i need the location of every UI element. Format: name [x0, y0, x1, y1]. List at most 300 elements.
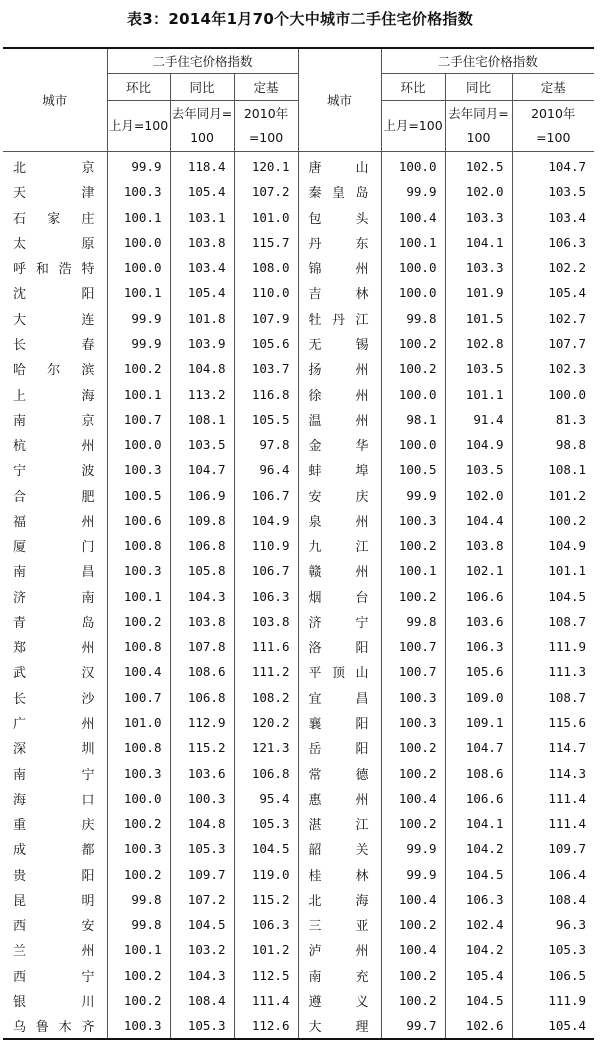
right-city-cell: 唐山 — [298, 152, 381, 180]
right-fixed-cell: 104.9 — [548, 538, 587, 554]
left-mom-cell: 100.3 — [107, 558, 170, 583]
left-fixed-cell: 105.6 — [234, 331, 298, 356]
left-city-cell: 成都 — [3, 836, 107, 861]
mom-base-right: 上月=100 — [381, 101, 445, 152]
left-fixed-cell: 106.3 — [234, 912, 298, 937]
left-yoy-cell: 105.8 — [170, 558, 234, 583]
left-fixed-cell: 106.7 — [234, 482, 298, 507]
right-city-cell: 遵义 — [298, 988, 381, 1013]
right-yoy-cell: 105.4 — [445, 963, 512, 988]
yoy-base-left: 去年同月=100 — [170, 101, 234, 152]
left-fixed-cell: 108.0 — [234, 255, 298, 280]
right-yoy-cell: 104.1 — [445, 811, 512, 836]
left-mom-cell: 100.5 — [107, 482, 170, 507]
yoy-header-right: 同比 — [445, 74, 512, 101]
left-yoy-cell: 106.9 — [170, 482, 234, 507]
right-city-cell: 九江 — [298, 533, 381, 558]
left-yoy-cell: 105.3 — [170, 836, 234, 861]
left-fixed-cell: 106.3 — [234, 584, 298, 609]
right-mom-cell: 100.2 — [381, 963, 445, 988]
right-mom-cell: 100.4 — [381, 937, 445, 962]
left-city-cell: 北京 — [3, 152, 107, 180]
left-fixed-cell: 97.8 — [234, 432, 298, 457]
left-mom-cell: 100.2 — [107, 609, 170, 634]
table-row — [3, 205, 594, 230]
left-fixed-cell: 112.5 — [234, 963, 298, 988]
right-yoy-cell: 102.0 — [445, 482, 512, 507]
left-city-cell: 长春 — [3, 331, 107, 356]
right-fixed-cell: 111.4 — [548, 790, 587, 806]
left-city-cell: 哈尔滨 — [3, 356, 107, 381]
left-city-cell: 上海 — [3, 381, 107, 406]
right-city-cell: 金华 — [298, 432, 381, 457]
left-city-cell: 武汉 — [3, 659, 107, 684]
left-mom-cell: 100.3 — [107, 760, 170, 785]
table-row — [3, 179, 594, 204]
right-fixed-cell: 106.5 — [548, 967, 587, 983]
right-yoy-cell: 101.1 — [445, 381, 512, 406]
right-yoy-cell: 104.7 — [445, 735, 512, 760]
right-city-cell: 宜昌 — [298, 685, 381, 710]
right-yoy-cell: 103.3 — [445, 255, 512, 280]
right-yoy-cell: 104.4 — [445, 508, 512, 533]
left-fixed-cell: 120.1 — [234, 152, 298, 180]
right-yoy-cell: 104.5 — [445, 988, 512, 1013]
left-fixed-cell: 111.2 — [234, 659, 298, 684]
right-yoy-cell: 103.8 — [445, 533, 512, 558]
table-row — [3, 432, 594, 457]
left-mom-cell: 100.0 — [107, 230, 170, 255]
right-mom-cell: 100.1 — [381, 230, 445, 255]
table-row — [3, 887, 594, 912]
left-mom-cell: 100.6 — [107, 508, 170, 533]
right-fixed-cell: 102.3 — [548, 361, 587, 377]
right-city-cell: 泸州 — [298, 937, 381, 962]
table-row — [3, 912, 594, 937]
left-fixed-cell: 111.4 — [234, 988, 298, 1013]
right-city-cell: 洛阳 — [298, 634, 381, 659]
right-fixed-cell: 96.3 — [555, 917, 587, 933]
left-fixed-cell: 112.6 — [234, 1013, 298, 1039]
right-fixed-cell: 108.1 — [548, 462, 587, 478]
left-yoy-cell: 106.8 — [170, 533, 234, 558]
left-yoy-cell: 108.1 — [170, 407, 234, 432]
left-city-cell: 石家庄 — [3, 205, 107, 230]
table-row — [3, 356, 594, 381]
right-yoy-cell: 105.6 — [445, 659, 512, 684]
left-yoy-cell: 109.7 — [170, 861, 234, 886]
right-mom-cell: 100.2 — [381, 533, 445, 558]
left-fixed-cell: 103.7 — [234, 356, 298, 381]
right-city-cell: 平顶山 — [298, 659, 381, 684]
left-fixed-cell: 121.3 — [234, 735, 298, 760]
left-city-cell: 银川 — [3, 988, 107, 1013]
left-fixed-cell: 104.9 — [234, 508, 298, 533]
right-yoy-cell: 101.5 — [445, 306, 512, 331]
right-mom-cell: 99.9 — [381, 179, 445, 204]
left-yoy-cell: 105.4 — [170, 280, 234, 305]
right-city-cell: 无锡 — [298, 331, 381, 356]
table-row — [3, 786, 594, 811]
right-fixed-cell: 111.9 — [548, 992, 587, 1008]
left-mom-cell: 100.2 — [107, 861, 170, 886]
right-fixed-cell: 106.4 — [548, 866, 587, 882]
left-yoy-cell: 104.8 — [170, 356, 234, 381]
left-city-cell: 宁波 — [3, 457, 107, 482]
right-city-cell: 丹东 — [298, 230, 381, 255]
left-city-cell: 太原 — [3, 230, 107, 255]
left-mom-cell: 100.1 — [107, 205, 170, 230]
table-row — [3, 861, 594, 886]
right-city-cell: 锦州 — [298, 255, 381, 280]
left-mom-cell: 100.7 — [107, 407, 170, 432]
left-city-cell: 西宁 — [3, 963, 107, 988]
left-city-cell: 呼和浩特 — [3, 255, 107, 280]
left-mom-cell: 100.4 — [107, 659, 170, 684]
right-mom-cell: 100.3 — [381, 710, 445, 735]
left-city-cell: 兰州 — [3, 937, 107, 962]
left-city-cell: 乌鲁木齐 — [3, 1013, 107, 1039]
left-mom-cell: 99.8 — [107, 912, 170, 937]
fixed-header-right: 定基 — [512, 74, 594, 101]
right-fixed-cell: 105.4 — [548, 285, 587, 301]
right-yoy-cell: 102.8 — [445, 331, 512, 356]
table-row — [3, 584, 594, 609]
left-fixed-cell: 110.0 — [234, 280, 298, 305]
right-fixed-cell: 101.1 — [548, 563, 587, 579]
left-fixed-cell: 107.2 — [234, 179, 298, 204]
table-row — [3, 381, 594, 406]
left-city-cell: 天津 — [3, 179, 107, 204]
right-mom-cell: 100.2 — [381, 912, 445, 937]
left-city-cell: 沈阳 — [3, 280, 107, 305]
left-fixed-cell: 116.8 — [234, 381, 298, 406]
table-row — [3, 710, 594, 735]
table-row — [3, 836, 594, 861]
city-header-left: 城市 — [3, 48, 107, 152]
left-city-cell: 福州 — [3, 508, 107, 533]
left-city-cell: 杭州 — [3, 432, 107, 457]
right-mom-cell: 100.3 — [381, 508, 445, 533]
left-yoy-cell: 104.3 — [170, 584, 234, 609]
right-yoy-cell: 103.3 — [445, 205, 512, 230]
table-row — [3, 1013, 594, 1039]
right-yoy-cell: 102.1 — [445, 558, 512, 583]
left-mom-cell: 100.7 — [107, 685, 170, 710]
right-yoy-cell: 106.6 — [445, 786, 512, 811]
left-yoy-cell: 104.7 — [170, 457, 234, 482]
right-fixed-cell: 105.4 — [512, 1013, 594, 1039]
left-yoy-cell: 103.1 — [170, 205, 234, 230]
right-fixed-cell: 114.7 — [548, 740, 587, 756]
left-mom-cell: 100.2 — [107, 356, 170, 381]
left-yoy-cell: 103.8 — [170, 230, 234, 255]
left-mom-cell: 100.8 — [107, 634, 170, 659]
right-mom-cell: 98.1 — [381, 407, 445, 432]
left-yoy-cell: 113.2 — [170, 381, 234, 406]
right-city-cell: 惠州 — [298, 786, 381, 811]
table-row — [3, 609, 594, 634]
table-row — [3, 230, 594, 255]
table-title: 表3：2014年1月70个大中城市二手住宅价格指数 — [127, 10, 473, 28]
left-city-cell: 昆明 — [3, 887, 107, 912]
left-mom-cell: 99.9 — [107, 152, 170, 180]
right-yoy-cell: 103.5 — [445, 457, 512, 482]
right-fixed-cell: 108.7 — [548, 613, 587, 629]
right-city-cell: 襄阳 — [298, 710, 381, 735]
right-yoy-cell: 106.3 — [445, 634, 512, 659]
left-mom-cell: 99.9 — [107, 306, 170, 331]
right-mom-cell: 100.4 — [381, 205, 445, 230]
left-fixed-cell: 110.9 — [234, 533, 298, 558]
right-fixed-cell: 104.5 — [548, 588, 587, 604]
right-yoy-cell: 103.6 — [445, 609, 512, 634]
right-city-cell: 韶关 — [298, 836, 381, 861]
group-header-left: 二手住宅价格指数 — [107, 48, 298, 74]
right-fixed-cell: 108.4 — [548, 891, 587, 907]
right-mom-cell: 100.2 — [381, 735, 445, 760]
right-fixed-cell: 104.7 — [548, 159, 587, 175]
left-mom-cell: 100.8 — [107, 533, 170, 558]
left-mom-cell: 100.2 — [107, 811, 170, 836]
right-yoy-cell: 109.1 — [445, 710, 512, 735]
left-mom-cell: 101.0 — [107, 710, 170, 735]
right-mom-cell: 100.7 — [381, 634, 445, 659]
left-yoy-cell: 103.6 — [170, 760, 234, 785]
right-mom-cell: 100.1 — [381, 558, 445, 583]
table-row — [3, 988, 594, 1013]
right-yoy-cell: 101.9 — [445, 280, 512, 305]
right-mom-cell: 100.2 — [381, 811, 445, 836]
left-city-cell: 青岛 — [3, 609, 107, 634]
right-mom-cell: 100.0 — [381, 255, 445, 280]
left-yoy-cell: 101.8 — [170, 306, 234, 331]
right-mom-cell: 99.9 — [381, 861, 445, 886]
right-fixed-cell: 105.3 — [548, 942, 587, 958]
right-city-cell: 包头 — [298, 205, 381, 230]
right-yoy-cell: 108.6 — [445, 760, 512, 785]
table-row — [3, 685, 594, 710]
left-fixed-cell: 96.4 — [234, 457, 298, 482]
fixed-header-left: 定基 — [234, 74, 298, 101]
table-row — [3, 937, 594, 962]
price-index-table — [3, 47, 594, 1040]
right-mom-cell: 99.9 — [381, 482, 445, 507]
right-city-cell: 南充 — [298, 963, 381, 988]
right-fixed-cell: 102.7 — [548, 310, 587, 326]
right-fixed-cell: 102.2 — [548, 260, 587, 276]
left-fixed-cell: 115.2 — [234, 887, 298, 912]
group-header-right: 二手住宅价格指数 — [381, 48, 594, 74]
left-city-cell: 深圳 — [3, 735, 107, 760]
left-fixed-cell: 95.4 — [234, 786, 298, 811]
left-mom-cell: 100.0 — [107, 432, 170, 457]
left-mom-cell: 100.1 — [107, 381, 170, 406]
right-fixed-cell: 109.7 — [548, 841, 587, 857]
left-fixed-cell: 115.7 — [234, 230, 298, 255]
right-city-cell: 牡丹江 — [298, 306, 381, 331]
right-fixed-cell: 107.7 — [548, 335, 587, 351]
table-row — [3, 558, 594, 583]
left-fixed-cell: 105.3 — [234, 811, 298, 836]
right-yoy-cell: 102.4 — [445, 912, 512, 937]
right-yoy-cell: 102.0 — [445, 179, 512, 204]
right-city-cell: 徐州 — [298, 381, 381, 406]
table-row — [3, 152, 594, 180]
right-city-cell: 吉林 — [298, 280, 381, 305]
table-row — [3, 508, 594, 533]
left-yoy-cell: 108.6 — [170, 659, 234, 684]
right-city-cell: 北海 — [298, 887, 381, 912]
table-row — [3, 963, 594, 988]
right-fixed-cell: 111.3 — [548, 664, 587, 680]
left-city-cell: 广州 — [3, 710, 107, 735]
right-mom-cell: 100.0 — [381, 280, 445, 305]
left-fixed-cell: 106.8 — [234, 760, 298, 785]
right-mom-cell: 100.4 — [381, 887, 445, 912]
left-mom-cell: 100.3 — [107, 1013, 170, 1039]
left-yoy-cell: 103.8 — [170, 609, 234, 634]
left-city-cell: 南宁 — [3, 760, 107, 785]
right-fixed-cell: 100.2 — [548, 512, 587, 528]
right-yoy-cell: 104.2 — [445, 937, 512, 962]
right-fixed-cell: 98.8 — [555, 437, 587, 453]
right-mom-cell: 100.0 — [381, 432, 445, 457]
table-row — [3, 457, 594, 482]
left-mom-cell: 100.3 — [107, 179, 170, 204]
left-yoy-cell: 104.3 — [170, 963, 234, 988]
table-row — [3, 306, 594, 331]
left-mom-cell: 100.0 — [107, 786, 170, 811]
left-city-cell: 重庆 — [3, 811, 107, 836]
right-mom-cell: 99.7 — [381, 1013, 445, 1039]
right-mom-cell: 100.3 — [381, 685, 445, 710]
left-fixed-cell: 120.2 — [234, 710, 298, 735]
left-yoy-cell: 112.9 — [170, 710, 234, 735]
table-row — [3, 482, 594, 507]
mom-header-left: 环比 — [107, 74, 170, 101]
right-yoy-cell: 104.5 — [445, 861, 512, 886]
right-city-cell: 桂林 — [298, 861, 381, 886]
city-header-right: 城市 — [298, 48, 381, 152]
right-yoy-cell: 103.5 — [445, 356, 512, 381]
right-fixed-cell: 101.2 — [548, 487, 587, 503]
right-fixed-cell: 103.5 — [548, 184, 587, 200]
right-fixed-cell: 103.4 — [548, 209, 587, 225]
right-yoy-cell: 91.4 — [445, 407, 512, 432]
left-yoy-cell: 106.8 — [170, 685, 234, 710]
left-mom-cell: 99.8 — [107, 887, 170, 912]
right-mom-cell: 99.9 — [381, 836, 445, 861]
right-city-cell: 温州 — [298, 407, 381, 432]
right-mom-cell: 99.8 — [381, 609, 445, 634]
right-mom-cell: 100.7 — [381, 659, 445, 684]
left-fixed-cell: 105.5 — [234, 407, 298, 432]
right-fixed-cell: 111.9 — [548, 639, 587, 655]
right-fixed-cell: 100.0 — [548, 386, 587, 402]
right-mom-cell: 100.2 — [381, 760, 445, 785]
right-city-cell: 常德 — [298, 760, 381, 785]
yoy-base-right: 去年同月=100 — [445, 101, 512, 152]
left-yoy-cell: 103.2 — [170, 937, 234, 962]
left-mom-cell: 100.0 — [107, 255, 170, 280]
right-city-cell: 岳阳 — [298, 735, 381, 760]
right-city-cell: 泉州 — [298, 508, 381, 533]
right-mom-cell: 100.0 — [381, 381, 445, 406]
table-row — [3, 280, 594, 305]
left-yoy-cell: 105.4 — [170, 179, 234, 204]
mom-header-right: 环比 — [381, 74, 445, 101]
left-city-cell: 海口 — [3, 786, 107, 811]
left-mom-cell: 100.3 — [107, 836, 170, 861]
left-city-cell: 合肥 — [3, 482, 107, 507]
left-yoy-cell: 103.9 — [170, 331, 234, 356]
mom-base-left: 上月=100 — [107, 101, 170, 152]
right-fixed-cell: 111.4 — [548, 816, 587, 832]
left-yoy-cell: 108.4 — [170, 988, 234, 1013]
yoy-header-left: 同比 — [170, 74, 234, 101]
left-fixed-cell: 103.8 — [234, 609, 298, 634]
left-yoy-cell: 105.3 — [170, 1013, 234, 1039]
right-city-cell: 秦皇岛 — [298, 179, 381, 204]
left-fixed-cell: 107.9 — [234, 306, 298, 331]
left-city-cell: 南昌 — [3, 558, 107, 583]
right-city-cell: 烟台 — [298, 584, 381, 609]
right-city-cell: 湛江 — [298, 811, 381, 836]
right-fixed-cell: 81.3 — [555, 411, 587, 427]
right-yoy-cell: 104.1 — [445, 230, 512, 255]
left-fixed-cell: 106.7 — [234, 558, 298, 583]
right-fixed-cell: 114.3 — [548, 765, 587, 781]
right-yoy-cell: 104.9 — [445, 432, 512, 457]
right-mom-cell: 100.0 — [381, 152, 445, 180]
left-fixed-cell: 111.6 — [234, 634, 298, 659]
right-mom-cell: 100.2 — [381, 356, 445, 381]
left-mom-cell: 99.9 — [107, 331, 170, 356]
right-yoy-cell: 106.6 — [445, 584, 512, 609]
left-yoy-cell: 107.2 — [170, 887, 234, 912]
left-fixed-cell: 108.2 — [234, 685, 298, 710]
left-yoy-cell: 103.5 — [170, 432, 234, 457]
left-yoy-cell: 100.3 — [170, 786, 234, 811]
right-yoy-cell: 102.5 — [445, 152, 512, 180]
fixed-base-left: 2010年=100 — [234, 101, 298, 152]
right-fixed-cell: 106.3 — [548, 234, 587, 250]
table-row — [3, 659, 594, 684]
left-mom-cell: 100.8 — [107, 735, 170, 760]
left-mom-cell: 100.1 — [107, 280, 170, 305]
left-city-cell: 大连 — [3, 306, 107, 331]
right-mom-cell: 100.5 — [381, 457, 445, 482]
right-city-cell: 赣州 — [298, 558, 381, 583]
left-mom-cell: 100.1 — [107, 937, 170, 962]
left-fixed-cell: 101.2 — [234, 937, 298, 962]
left-yoy-cell: 109.8 — [170, 508, 234, 533]
table-row — [3, 735, 594, 760]
left-yoy-cell: 104.8 — [170, 811, 234, 836]
right-mom-cell: 100.2 — [381, 988, 445, 1013]
left-fixed-cell: 101.0 — [234, 205, 298, 230]
left-city-cell: 厦门 — [3, 533, 107, 558]
table-row — [3, 255, 594, 280]
table-row — [3, 760, 594, 785]
right-yoy-cell: 109.0 — [445, 685, 512, 710]
left-fixed-cell: 119.0 — [234, 861, 298, 886]
right-mom-cell: 100.2 — [381, 331, 445, 356]
right-yoy-cell: 106.3 — [445, 887, 512, 912]
left-yoy-cell: 115.2 — [170, 735, 234, 760]
right-yoy-cell: 104.2 — [445, 836, 512, 861]
